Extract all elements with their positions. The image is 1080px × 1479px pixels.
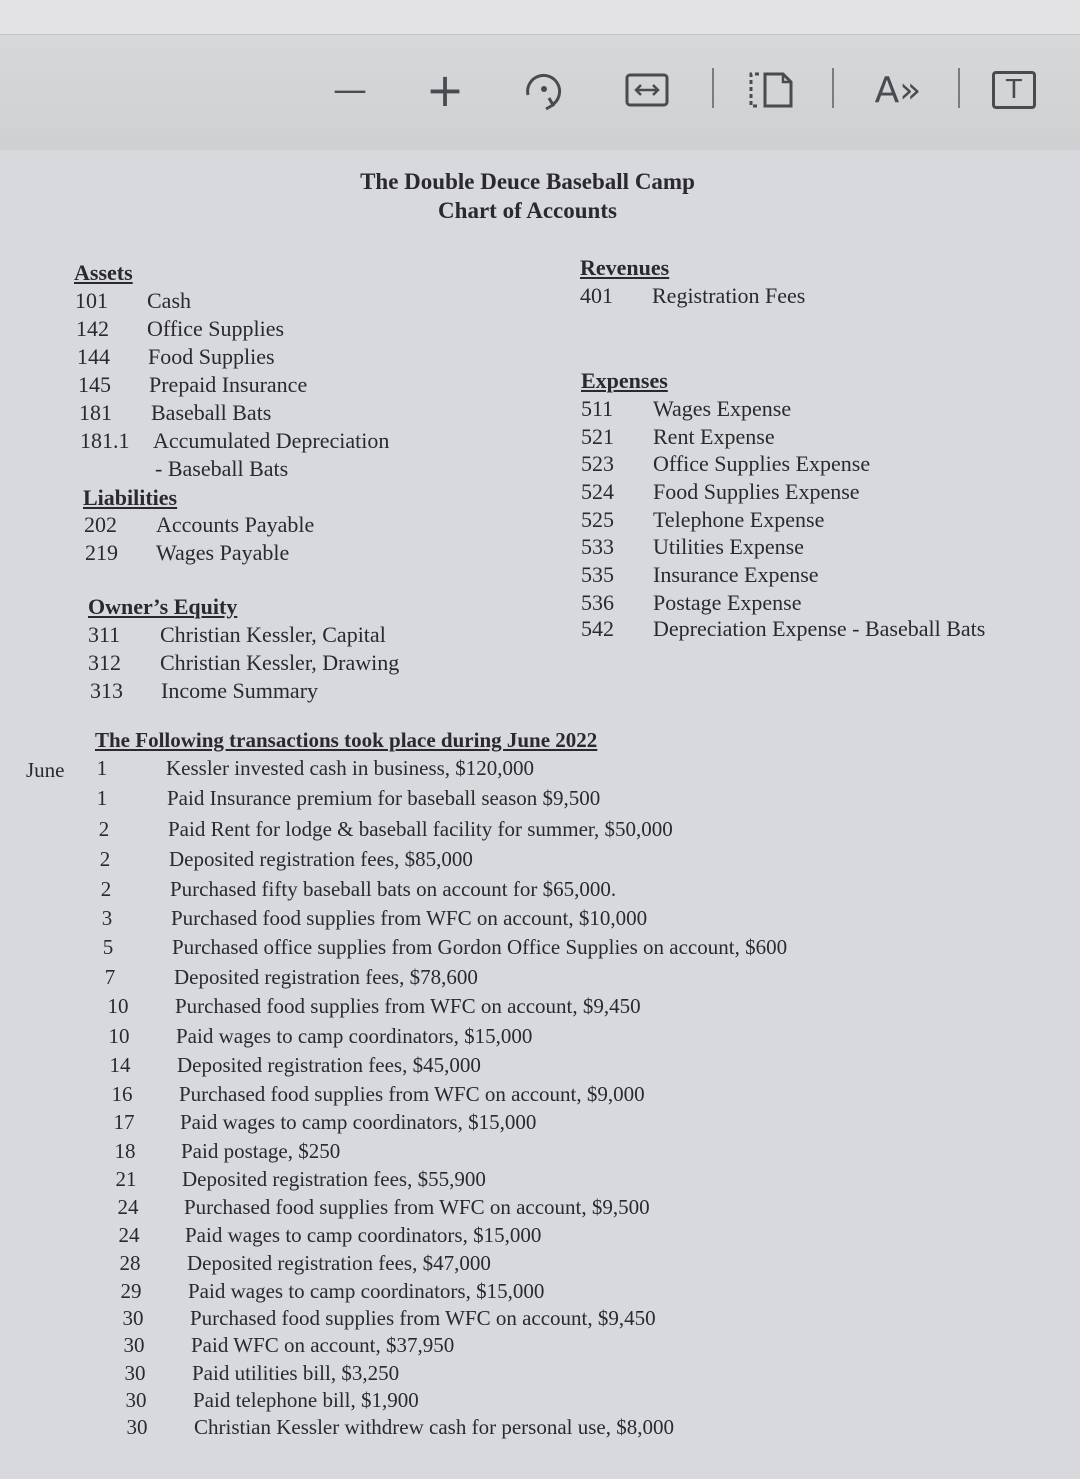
transaction-desc: Purchased food supplies from WFC on account, $10,000 <box>171 906 648 930</box>
account-row <box>76 316 284 342</box>
account-name: Wages Payable <box>156 540 290 565</box>
transaction-desc: Paid Rent for lodge & baseball facility for summer, $50,000 <box>168 817 673 841</box>
account-code: 142 <box>76 316 109 341</box>
zoom-in-button[interactable] <box>420 62 470 118</box>
account-row <box>581 562 819 588</box>
transaction-day: 21 <box>115 1167 137 1191</box>
transaction-desc: Paid WFC on account, $37,950 <box>191 1333 455 1357</box>
transaction-day: 10 <box>108 1024 130 1048</box>
account-code: 536 <box>581 590 614 615</box>
viewer-toolbar <box>0 0 1080 151</box>
transaction-desc: Deposited registration fees, $45,000 <box>177 1053 481 1077</box>
account-name: Rent Expense <box>653 424 775 449</box>
document-page <box>0 150 1080 1479</box>
transaction-desc: Paid wages to camp coordinators, $15,000 <box>188 1279 545 1303</box>
account-code: 313 <box>90 678 123 703</box>
account-code: 181 <box>79 400 112 425</box>
transaction-day: 1 <box>96 756 108 780</box>
transaction-desc: Purchased food supplies from WFC on account, $9,450 <box>175 994 641 1018</box>
transaction-day: 2 <box>100 877 112 901</box>
account-name: Food Supplies <box>148 344 275 369</box>
transaction-day: 2 <box>98 817 110 841</box>
transaction-day: 30 <box>122 1306 144 1330</box>
account-code: 511 <box>581 396 614 421</box>
account-row <box>580 283 805 309</box>
account-name: Office Supplies <box>147 316 285 341</box>
liabilities-heading: Liabilities <box>83 485 178 510</box>
account-row <box>581 479 860 505</box>
account-name: Wages Expense <box>653 396 792 421</box>
text-options-button[interactable] <box>992 62 1036 118</box>
transaction-desc: Kessler invested cash in business, $120,000 <box>166 756 535 780</box>
transaction-desc: Paid utilities bill, $3,250 <box>192 1361 400 1385</box>
transaction-desc: Deposited registration fees, $85,000 <box>169 847 473 871</box>
account-name: Accumulated Depreciation <box>153 428 390 453</box>
transaction-day: 5 <box>102 935 114 959</box>
plus-icon: + <box>425 63 465 117</box>
account-code: 144 <box>77 344 110 369</box>
account-code: 525 <box>581 507 614 532</box>
transaction-day: 16 <box>111 1082 133 1106</box>
read-aloud-icon: A» <box>874 69 922 111</box>
account-code: 101 <box>75 288 108 313</box>
transaction-day: 3 <box>101 906 113 930</box>
rotate-button[interactable] <box>515 62 571 118</box>
read-aloud-button[interactable] <box>870 62 926 118</box>
transaction-desc: Purchased food supplies from WFC on account, $9,500 <box>184 1195 650 1219</box>
transaction-day: 1 <box>96 786 108 810</box>
owners-equity-heading: Owner’s Equity <box>88 594 238 619</box>
account-name: Christian Kessler, Drawing <box>160 650 400 675</box>
transaction-day: 18 <box>114 1139 136 1163</box>
transaction-desc: Purchased food supplies from WFC on account, $9,000 <box>179 1082 645 1106</box>
transaction-day: 30 <box>126 1415 148 1439</box>
account-name: Registration Fees <box>652 283 806 308</box>
transaction-desc: Paid postage, $250 <box>181 1139 341 1163</box>
account-code: 202 <box>84 512 117 537</box>
account-name: Utilities Expense <box>653 534 804 559</box>
transaction-day: 30 <box>123 1333 145 1357</box>
account-code: 521 <box>581 424 614 449</box>
expenses-heading: Expenses <box>581 368 668 393</box>
page-view-button[interactable] <box>744 62 796 118</box>
account-row <box>79 400 271 426</box>
account-name: Christian Kessler, Capital <box>160 622 386 647</box>
minus-icon: — <box>333 70 367 110</box>
fit-width-icon <box>625 73 669 107</box>
transaction-desc: Deposited registration fees, $78,600 <box>174 965 478 989</box>
account-code: 145 <box>78 372 111 397</box>
account-code: 542 <box>581 616 614 641</box>
zoom-out-button[interactable] <box>330 62 370 118</box>
transaction-day: 30 <box>124 1361 146 1385</box>
account-row <box>88 622 386 648</box>
account-row <box>581 507 824 533</box>
account-name: Prepaid Insurance <box>149 372 308 397</box>
transaction-desc: Purchased fifty baseball bats on account for $65,000. <box>170 877 617 901</box>
account-code: 523 <box>581 451 614 476</box>
account-row <box>581 616 985 642</box>
account-code: 311 <box>88 622 121 647</box>
page-view-icon <box>745 70 795 110</box>
transaction-desc: Paid wages to camp coordinators, $15,000 <box>176 1024 533 1048</box>
account-row <box>80 428 389 454</box>
account-name: Food Supplies Expense <box>653 479 860 504</box>
transaction-day: 14 <box>109 1053 131 1077</box>
fit-width-button[interactable] <box>624 62 670 118</box>
transaction-desc: Paid wages to camp coordinators, $15,000 <box>180 1110 537 1134</box>
transaction-day: 24 <box>118 1223 140 1247</box>
account-row <box>581 451 870 477</box>
account-name: Postage Expense <box>653 590 802 615</box>
account-code: 535 <box>581 562 614 587</box>
transaction-desc: Purchased food supplies from WFC on account, $9,450 <box>190 1306 656 1330</box>
account-name: Accounts Payable <box>156 512 315 537</box>
text-icon: T <box>992 71 1036 109</box>
account-row <box>581 590 801 616</box>
assets-heading: Assets <box>74 260 133 285</box>
account-name-continuation: - Baseball Bats <box>155 456 289 481</box>
transaction-desc: Christian Kessler withdrew cash for personal use, $8,000 <box>194 1415 674 1439</box>
account-name: Office Supplies Expense <box>653 451 871 476</box>
account-row <box>90 678 318 704</box>
account-code: 533 <box>581 534 614 559</box>
account-row <box>84 512 314 538</box>
account-code: 219 <box>85 540 118 565</box>
account-row <box>581 396 791 422</box>
account-row <box>75 288 191 314</box>
transaction-desc: Purchased office supplies from Gordon Office Supplies on account, $600 <box>172 935 788 959</box>
account-row <box>88 650 399 676</box>
revenues-heading: Revenues <box>580 255 670 280</box>
account-row <box>85 540 289 566</box>
transactions-month: June <box>26 758 65 782</box>
rotate-icon <box>518 65 568 115</box>
transaction-desc: Paid Insurance premium for baseball season $9,500 <box>167 786 601 810</box>
document-title: The Double Deuce Baseball Camp <box>360 169 695 194</box>
transaction-day: 2 <box>99 847 111 871</box>
transaction-day: 7 <box>104 965 116 989</box>
account-name: Cash <box>147 288 191 313</box>
account-row <box>581 534 804 560</box>
account-row <box>581 424 775 450</box>
transaction-desc: Paid telephone bill, $1,900 <box>193 1388 419 1412</box>
account-name: Baseball Bats <box>151 400 272 425</box>
transactions-heading: The Following transactions took place during June 2022 <box>95 728 598 752</box>
account-name: Telephone Expense <box>653 507 825 532</box>
transaction-day: 10 <box>107 994 129 1018</box>
transaction-day: 30 <box>125 1388 147 1412</box>
transaction-desc: Paid wages to camp coordinators, $15,000 <box>185 1223 542 1247</box>
account-code: 524 <box>581 479 614 504</box>
window-top-strip <box>0 0 1080 35</box>
transaction-day: 29 <box>120 1279 142 1303</box>
account-name: Insurance Expense <box>653 562 819 587</box>
transaction-day: 28 <box>119 1251 141 1275</box>
account-code: 181.1 <box>80 428 130 453</box>
account-code: 401 <box>580 283 613 308</box>
toolbar-divider <box>712 68 714 108</box>
account-code: 312 <box>88 650 121 675</box>
account-name: Income Summary <box>161 678 319 703</box>
transaction-desc: Deposited registration fees, $55,900 <box>182 1167 486 1191</box>
transaction-day: 17 <box>113 1110 135 1134</box>
transaction-desc: Deposited registration fees, $47,000 <box>187 1251 491 1275</box>
toolbar-divider <box>958 68 960 108</box>
toolbar-divider <box>832 68 834 108</box>
account-row <box>77 344 275 370</box>
account-name: Depreciation Expense - Baseball Bats <box>653 616 986 641</box>
transaction-day: 24 <box>117 1195 139 1219</box>
document-subtitle: Chart of Accounts <box>438 198 617 223</box>
account-row <box>78 372 307 398</box>
